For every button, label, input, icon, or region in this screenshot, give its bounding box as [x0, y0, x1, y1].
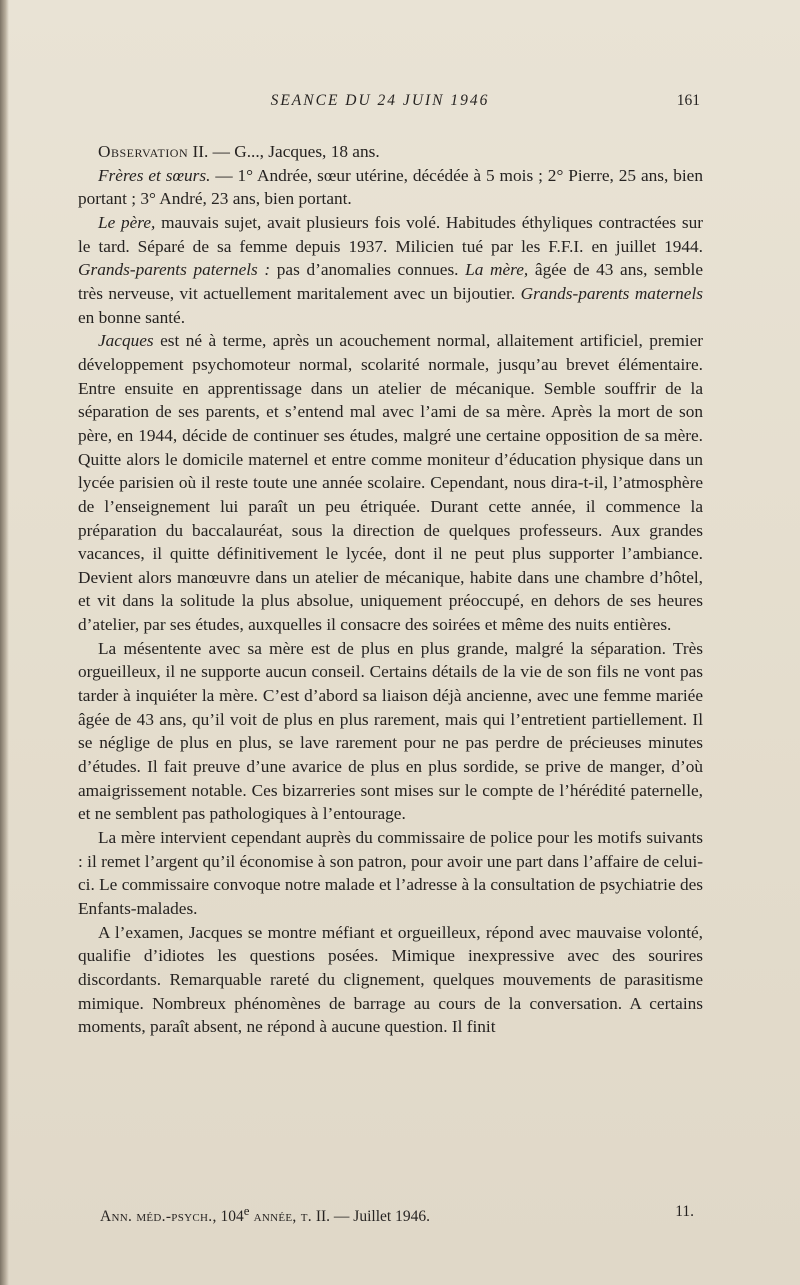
page-number: 161	[676, 92, 700, 109]
siblings-text: — 1° Andrée, sœur utérine, décédée à 5 mois ; 2° Pierre, 25 ans, bien portant ; 3° André, 23 ans, bien portant.	[78, 165, 703, 209]
signature-mark: 11.	[675, 1203, 694, 1220]
mother-label: La mère,	[465, 260, 529, 280]
history-text: est né à terme, après un acouchement normal, allaitement artificiel, premier développement psychomoteur normal, scolarité normale, jusqu’au brevet élémentaire. Entre ensuite en apprentissage dans un atelier de mécanique. Semble souffrir de la séparation de ses parents, et s’entend mal avec l’ami de sa mère. Après la mort de son père, en 1944, décide de continuer ses études, malgré une certaine opposition de sa mère. Quitte alors le domicile maternel et entre comme moniteur d’éducation physique dans un lycée parisien où il reste toute une année scolaire. Cependant, nous dira-t-il, l’atmosphère de l’enseignement lui paraît un peu étriquée. Durant cette année, il commence la préparation du baccalauréat, sous la direction de quelques professeurs. Aux grandes vacances, il quitte définitivement le lycée, dont il ne peut plus supporter l’ambiance. Devient alors manœuvre dans un atelier de mécanique, habite dans une chambre d’hôtel, et vit dans la solitude la plus absolue, uniquement préoccupé, en dehors de ses heures d’atelier, par ses études, auxquelles il consacre des soirées et même des nuits entières.	[78, 331, 703, 635]
observation-subject: II. — G..., Jacques, 18 ans.	[188, 142, 380, 161]
page-footer	[60, 1203, 700, 1227]
paternal-grandparents-text: pas d’anomalies connues.	[270, 260, 466, 280]
siblings-label: Frères et sœurs.	[98, 165, 211, 185]
observation-label: Observation	[98, 142, 189, 161]
running-title: SEANCE DU 24 JUIN 1946	[270, 92, 490, 109]
paragraph-examination: A l’examen, Jacques se montre méfiant et orgueilleux, répond avec mauvaise volonté, qualifie d’idiotes les questions posées. Mimique inexpressive avec des sourires discordants. Remarquable rareté du clignement, quelques mouvements de parasitisme mimique. Nombreux phénomènes de barrage au cours de la conversation. A certains moments, paraît absent, ne répond à aucune question. Il finit	[78, 922, 703, 1037]
paragraph-police: La mère intervient cependant auprès du commissaire de police pour les motifs suivants : il remet l’argent qu’il économise à son patron, pour avoir une part dans l’affaire de celui-ci. Le commissaire convoque notre malade et l’adresse à la consultation de psychiatrie des Enfants-malades.	[78, 828, 703, 918]
volume-ordinal: e	[243, 1203, 250, 1218]
paragraph-parents	[78, 211, 703, 329]
journal-abbrev: Ann. méd.-psych.,	[100, 1208, 217, 1226]
patient-name-label: Jacques	[98, 331, 154, 351]
paternal-grandparents-label: Grands-parents paternels :	[78, 260, 271, 280]
paragraph-observation-heading	[78, 140, 703, 164]
journal-annee: année,	[249, 1208, 297, 1226]
body-text	[78, 140, 703, 1039]
paragraph-siblings	[78, 164, 703, 211]
maternal-grandparents-label: Grands-parents maternels	[520, 283, 703, 303]
journal-tome-abbrev: t.	[296, 1208, 312, 1226]
paragraph-conflict: La mésentente avec sa mère est de plus en plus grande, malgré la séparation. Très orgueilleux, il ne supporte aucun conseil. Certains détails de la vie de son fils ne vont pas tarder à inquiéter la mère. C’est d’abord sa liaison déjà ancienne, avec une femme mariée âgée de 43 ans, qu’il voit de plus en plus rarement, mais qui l’entretient partiellement. Il se néglige de plus en plus, se lave rarement pour ne pas perdre de précieuses minutes d’études. Il fait preuve d’une avarice de plus en plus sordide, se prive de manger, d’où amaigrissement notable. Ces bizarreries sont mises sur le compte de l’hérédité paternelle, et ne semblent pas pathologiques à l’entourage.	[78, 638, 703, 824]
father-label: Le père,	[98, 212, 156, 232]
running-head	[60, 92, 700, 116]
mother-text: âgée de 43 ans, semble très nerveuse, vit actuellement maritalement avec un bijoutier.	[78, 260, 703, 303]
book-spine-shadow	[0, 0, 9, 1285]
father-text: mauvais sujet, avait plusieurs fois volé. Habitudes éthyliques contractées sur le tard. Séparé de sa femme depuis 1937. Milicien tué par les F.F.I. en juillet 1944.	[78, 212, 703, 256]
journal-tome: II. — Juillet 1946.	[311, 1208, 430, 1226]
journal-reference	[100, 1203, 430, 1226]
journal-volume: 104	[216, 1208, 244, 1226]
paragraph-history	[78, 329, 703, 637]
maternal-grandparents-text: en bonne santé.	[78, 307, 186, 327]
